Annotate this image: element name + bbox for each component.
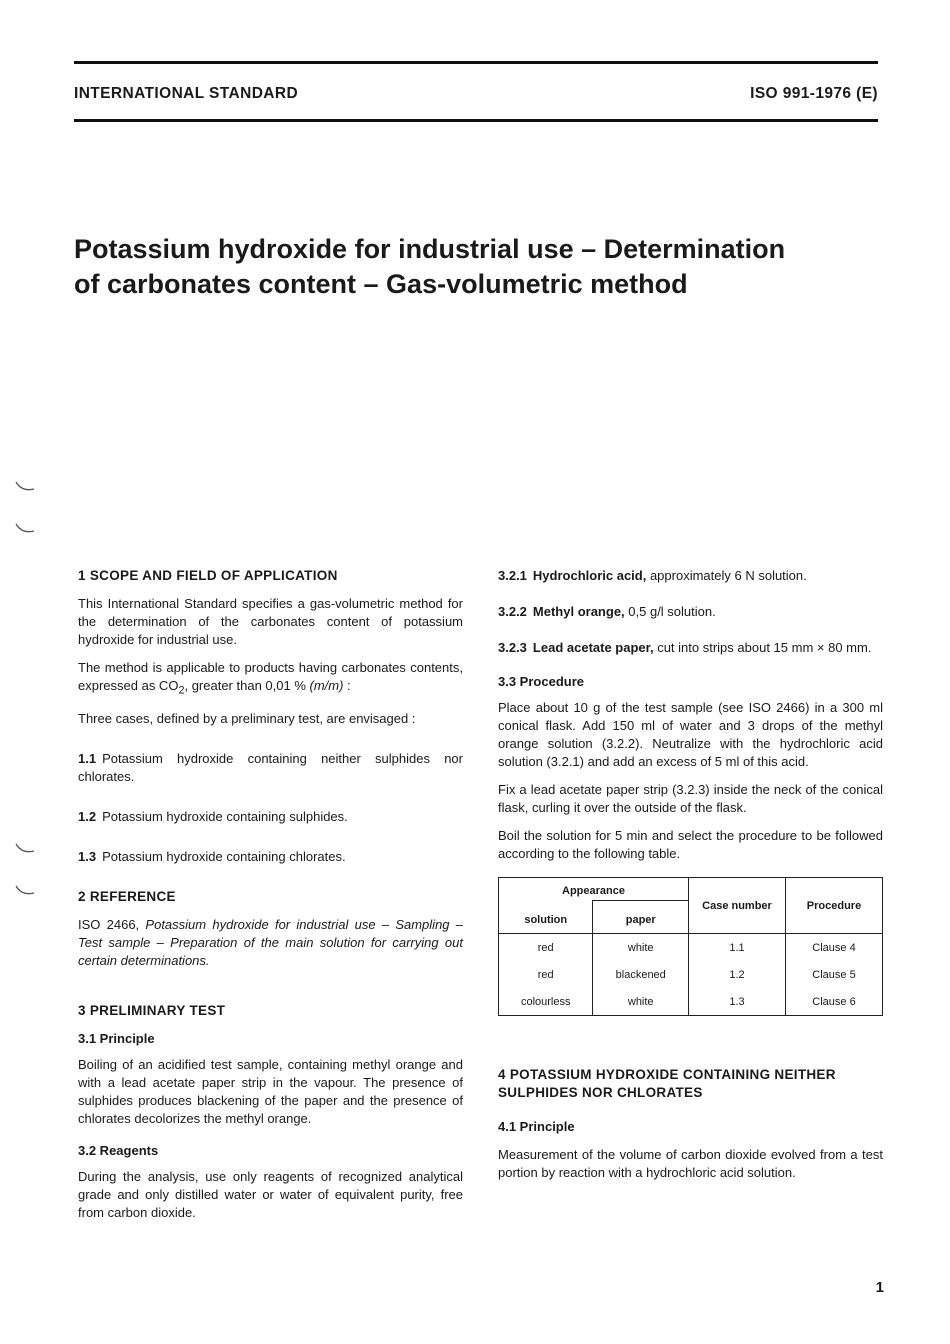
section-1-paragraph-3: Three cases, defined by a preliminary test, are envisaged :	[78, 710, 416, 726]
section-2-heading: 2 REFERENCE	[78, 888, 176, 904]
table-header-solution: solution	[499, 901, 593, 934]
case-1-2	[78, 808, 463, 826]
cell-procedure: Clause 4	[786, 934, 883, 962]
left-column	[78, 567, 463, 1232]
table-row	[499, 934, 883, 962]
table-header-procedure: Procedure	[786, 878, 883, 934]
header-bottom-rule	[74, 119, 878, 122]
title-line-2: of carbonates content – Gas-volumetric method	[74, 269, 688, 299]
table-header-appearance: Appearance	[499, 878, 689, 901]
table-header-case: Case number	[689, 878, 786, 934]
header-right: ISO 991-1976 (E)	[750, 85, 878, 102]
punch-mark-icon	[14, 842, 36, 856]
reference-title: Potassium hydroxide for industrial use – Sampling – Test sample – Preparation of the main solution for carrying out certain determinations.	[78, 916, 463, 968]
cell-paper: white	[593, 934, 689, 962]
reagent-name: Hydrochloric acid,	[532, 568, 647, 583]
section-3-1-heading: 3.1 Principle	[78, 1030, 155, 1046]
section-3-2-text: During the analysis, use only reagents of recognized analytical grade and only distilled water or water of equivalent purity, free from carbon dioxide.	[78, 1168, 463, 1220]
p2-text-c: :	[343, 678, 351, 693]
section-1-heading: 1 SCOPE AND FIELD OF APPLICATION	[78, 568, 338, 583]
reagent-number: 3.2.2	[498, 604, 527, 619]
cell-procedure: Clause 6	[786, 988, 883, 1016]
cell-paper: blackened	[593, 961, 689, 988]
header-top-rule	[74, 61, 878, 64]
case-number: 1.1	[78, 750, 97, 766]
section-4-heading: 4 POTASSIUM HYDROXIDE CONTAINING NEITHER SULPHIDES NOR CHLORATES	[498, 1067, 836, 1100]
p2-text-a: The method is applicable to products having carbonates contents, expressed as CO	[78, 660, 463, 693]
reagent-3-2-1	[498, 567, 883, 585]
cell-solution: red	[499, 934, 593, 962]
reagent-name: Methyl orange,	[532, 604, 625, 619]
reagent-name: Lead acetate paper,	[532, 640, 654, 655]
header-left: INTERNATIONAL STANDARD	[74, 85, 299, 102]
procedure-paragraph-2: Fix a lead acetate paper strip (3.2.3) inside the neck of the conical flask, curling it over the outside of the flask.	[498, 782, 883, 815]
section-1-paragraph-1: This International Standard specifies a gas-volumetric method for the determination of the carbonates content of potassium hydroxide for industrial use.	[78, 596, 463, 647]
p2-text-b: , greater than 0,01 %	[184, 678, 310, 693]
section-3-2-heading: 3.2 Reagents	[78, 1142, 159, 1158]
page-number: 1	[875, 1279, 884, 1296]
reagent-3-2-2	[498, 603, 883, 621]
case-text: Potassium hydroxide containing chlorates.	[102, 848, 346, 864]
section-3-1-text: Boiling of an acidified test sample, containing methyl orange and with a lead acetate paper strip in the vapour. The presence of sulphides produces blackening of the paper and the presence of chlorates decolorizes the methyl orange.	[78, 1056, 463, 1126]
reagent-number: 3.2.1	[498, 568, 527, 583]
punch-mark-icon	[14, 884, 36, 898]
cell-paper: white	[593, 988, 689, 1016]
case-text: Potassium hydroxide containing neither sulphides nor chlorates.	[78, 750, 463, 784]
reagent-3-2-3	[498, 639, 883, 657]
title-line-1: Potassium hydroxide for industrial use – Determination	[74, 234, 786, 264]
reference-number: ISO 2466,	[78, 916, 146, 932]
case-number: 1.3	[78, 848, 97, 864]
section-3-heading: 3 PRELIMINARY TEST	[78, 1002, 226, 1018]
p2-unit: (m/m)	[309, 678, 344, 693]
case-1-1	[78, 750, 463, 786]
section-4-1-heading: 4.1 Principle	[498, 1119, 575, 1134]
table-row	[499, 988, 883, 1016]
case-text: Potassium hydroxide containing sulphides.	[102, 808, 348, 824]
table-header-paper: paper	[593, 901, 689, 934]
cell-solution: colourless	[499, 988, 593, 1016]
cell-case: 1.2	[689, 961, 786, 988]
reagent-text: cut into strips about 15 mm × 80 mm.	[653, 640, 872, 655]
co2-subscript: 2	[178, 684, 185, 697]
procedure-paragraph-1: Place about 10 g of the test sample (see ISO 2466) in a 300 ml conical flask. Add 150 ml of water and 3 drops of the methyl orange solution (3.2.2). Neutralize with the hydrochloric acid solution (3.2.1) and add an excess of 5 ml of this acid.	[498, 700, 883, 769]
cell-case: 1.3	[689, 988, 786, 1016]
case-number: 1.2	[78, 808, 97, 824]
reference-text	[78, 916, 463, 970]
table-row	[499, 961, 883, 988]
reagent-number: 3.2.3	[498, 640, 527, 655]
case-1-3	[78, 848, 463, 866]
punch-mark-icon	[14, 522, 36, 536]
section-4-1-text: Measurement of the volume of carbon dioxide evolved from a test portion by reaction with a hydrochloric acid solution.	[498, 1147, 883, 1180]
reagent-text: 0,5 g/l solution.	[624, 604, 716, 619]
procedure-table	[498, 877, 883, 1016]
reagent-text: approximately 6 N solution.	[646, 568, 807, 583]
right-column	[498, 567, 883, 1192]
cell-case: 1.1	[689, 934, 786, 962]
procedure-paragraph-3: Boil the solution for 5 min and select the procedure to be followed according to the following table.	[498, 828, 883, 861]
cell-solution: red	[499, 961, 593, 988]
document-title	[74, 232, 854, 302]
section-3-3-heading: 3.3 Procedure	[498, 674, 584, 689]
section-1-paragraph-2	[78, 659, 463, 700]
cell-procedure: Clause 5	[786, 961, 883, 988]
punch-mark-icon	[14, 480, 36, 494]
